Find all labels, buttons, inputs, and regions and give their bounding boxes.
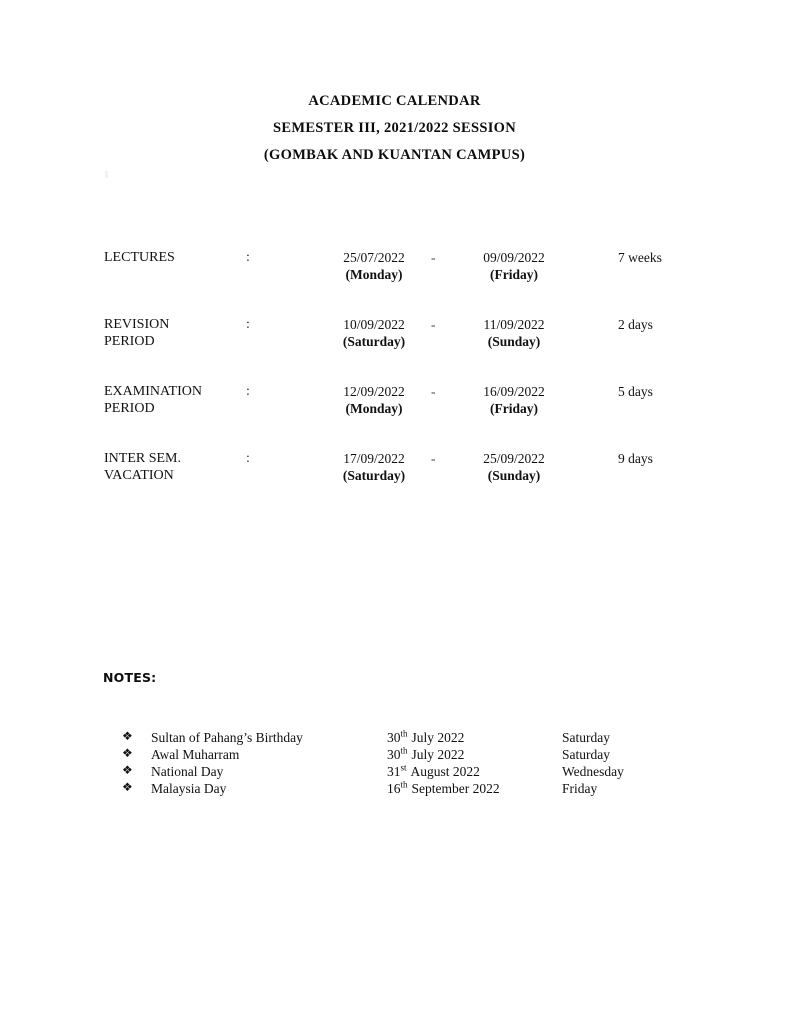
note-ordinal-suffix: th [400,745,408,756]
schedule-row-dash: - [431,317,436,332]
scan-artifact [105,171,108,178]
schedule-row-label [104,383,244,417]
schedule-row-label [104,249,244,266]
list-item [122,763,722,780]
schedule-row-end-day: (Sunday) [487,334,541,349]
note-holiday-date [387,780,500,797]
schedule-row-start [326,450,422,484]
note-holiday-name: Awal Muharram [151,747,240,762]
note-weekday: Wednesday [562,764,624,779]
schedule-row-dash: - [431,250,436,265]
schedule-row-end [466,316,562,350]
note-holiday-date [387,746,464,763]
schedule-row-label-line1: LECTURES [104,250,175,265]
note-holiday-name: Sultan of Pahang’s Birthday [151,730,303,745]
note-month-year: September 2022 [411,781,500,796]
schedule-row-end-day: (Friday) [490,267,538,282]
note-holiday-name: National Day [151,764,224,779]
schedule-row-duration: 2 days [618,317,653,332]
list-item [122,729,722,746]
schedule-row-label [104,450,244,484]
schedule-row-colon: : [246,250,250,265]
note-day-number: 16 [387,781,401,796]
schedule-row-duration: 5 days [618,384,653,399]
note-ordinal-suffix: th [400,728,408,739]
schedule-row-lectures [104,249,704,316]
schedule-row-label-line2: VACATION [104,468,174,483]
diamond-bullet-icon: ❖ [122,746,133,760]
schedule-row-label-line1: REVISION [104,317,170,332]
note-month-year: August 2022 [410,764,480,779]
schedule-row-start [326,316,422,350]
schedule-row-start-date: 25/07/2022 [343,250,405,265]
list-item [122,780,722,797]
schedule-row-inter-sem-vacation [104,450,704,517]
note-weekday: Saturday [562,747,610,762]
title-line-2: SEMESTER III, 2021/2022 SESSION [273,120,516,136]
notes-heading: NOTES: [103,670,157,685]
title-line-3: (GOMBAK AND KUANTAN CAMPUS) [263,147,526,163]
schedule-row-end-date: 09/09/2022 [483,250,545,265]
note-holiday-date [387,763,480,780]
schedule-row-end-date: 16/09/2022 [483,384,545,399]
schedule-row-duration: 7 weeks [618,250,662,265]
diamond-bullet-icon: ❖ [122,763,133,777]
schedule-row-label-line1: INTER SEM. [104,451,181,466]
schedule-row-revision-period [104,316,704,383]
schedule-row-start [326,383,422,417]
list-item [122,746,722,763]
document-title-block [0,88,793,169]
schedule-row-label-line2: PERIOD [104,334,155,349]
schedule-row-start-date: 10/09/2022 [343,317,405,332]
schedule-row-colon: : [246,384,250,399]
note-holiday-date [387,729,464,746]
schedule-row-end-day: (Friday) [490,401,538,416]
diamond-bullet-icon: ❖ [122,780,133,794]
note-month-year: July 2022 [411,730,465,745]
schedule-row-end [466,450,562,484]
note-ordinal-suffix: th [400,779,408,790]
schedule-row-start-day: (Saturday) [342,468,406,483]
schedule-row-examination-period [104,383,704,450]
academic-schedule-table [104,249,704,517]
note-day-number: 31 [387,764,401,779]
note-day-number: 30 [387,747,401,762]
note-weekday: Saturday [562,730,610,745]
schedule-row-end [466,383,562,417]
schedule-row-colon: : [246,451,250,466]
schedule-row-dash: - [431,451,436,466]
schedule-row-dash: - [431,384,436,399]
schedule-row-start-date: 17/09/2022 [343,451,405,466]
schedule-row-start [326,249,422,283]
schedule-row-end-date: 11/09/2022 [483,317,545,332]
schedule-row-start-day: (Monday) [345,401,403,416]
schedule-row-colon: : [246,317,250,332]
schedule-row-duration: 9 days [618,451,653,466]
note-holiday-name: Malaysia Day [151,781,227,796]
title-line-1: ACADEMIC CALENDAR [308,93,481,109]
schedule-row-label-line1: EXAMINATION [104,384,202,399]
note-weekday: Friday [562,781,598,796]
schedule-row-end [466,249,562,283]
notes-list [122,729,722,797]
schedule-row-label [104,316,244,350]
schedule-row-start-day: (Saturday) [342,334,406,349]
schedule-row-end-date: 25/09/2022 [483,451,545,466]
schedule-row-label-line2: PERIOD [104,401,155,416]
note-month-year: July 2022 [411,747,465,762]
schedule-row-end-day: (Sunday) [487,468,541,483]
diamond-bullet-icon: ❖ [122,729,133,743]
note-day-number: 30 [387,730,401,745]
schedule-row-start-date: 12/09/2022 [343,384,405,399]
note-ordinal-suffix: st [400,762,407,773]
schedule-row-start-day: (Monday) [345,267,403,282]
